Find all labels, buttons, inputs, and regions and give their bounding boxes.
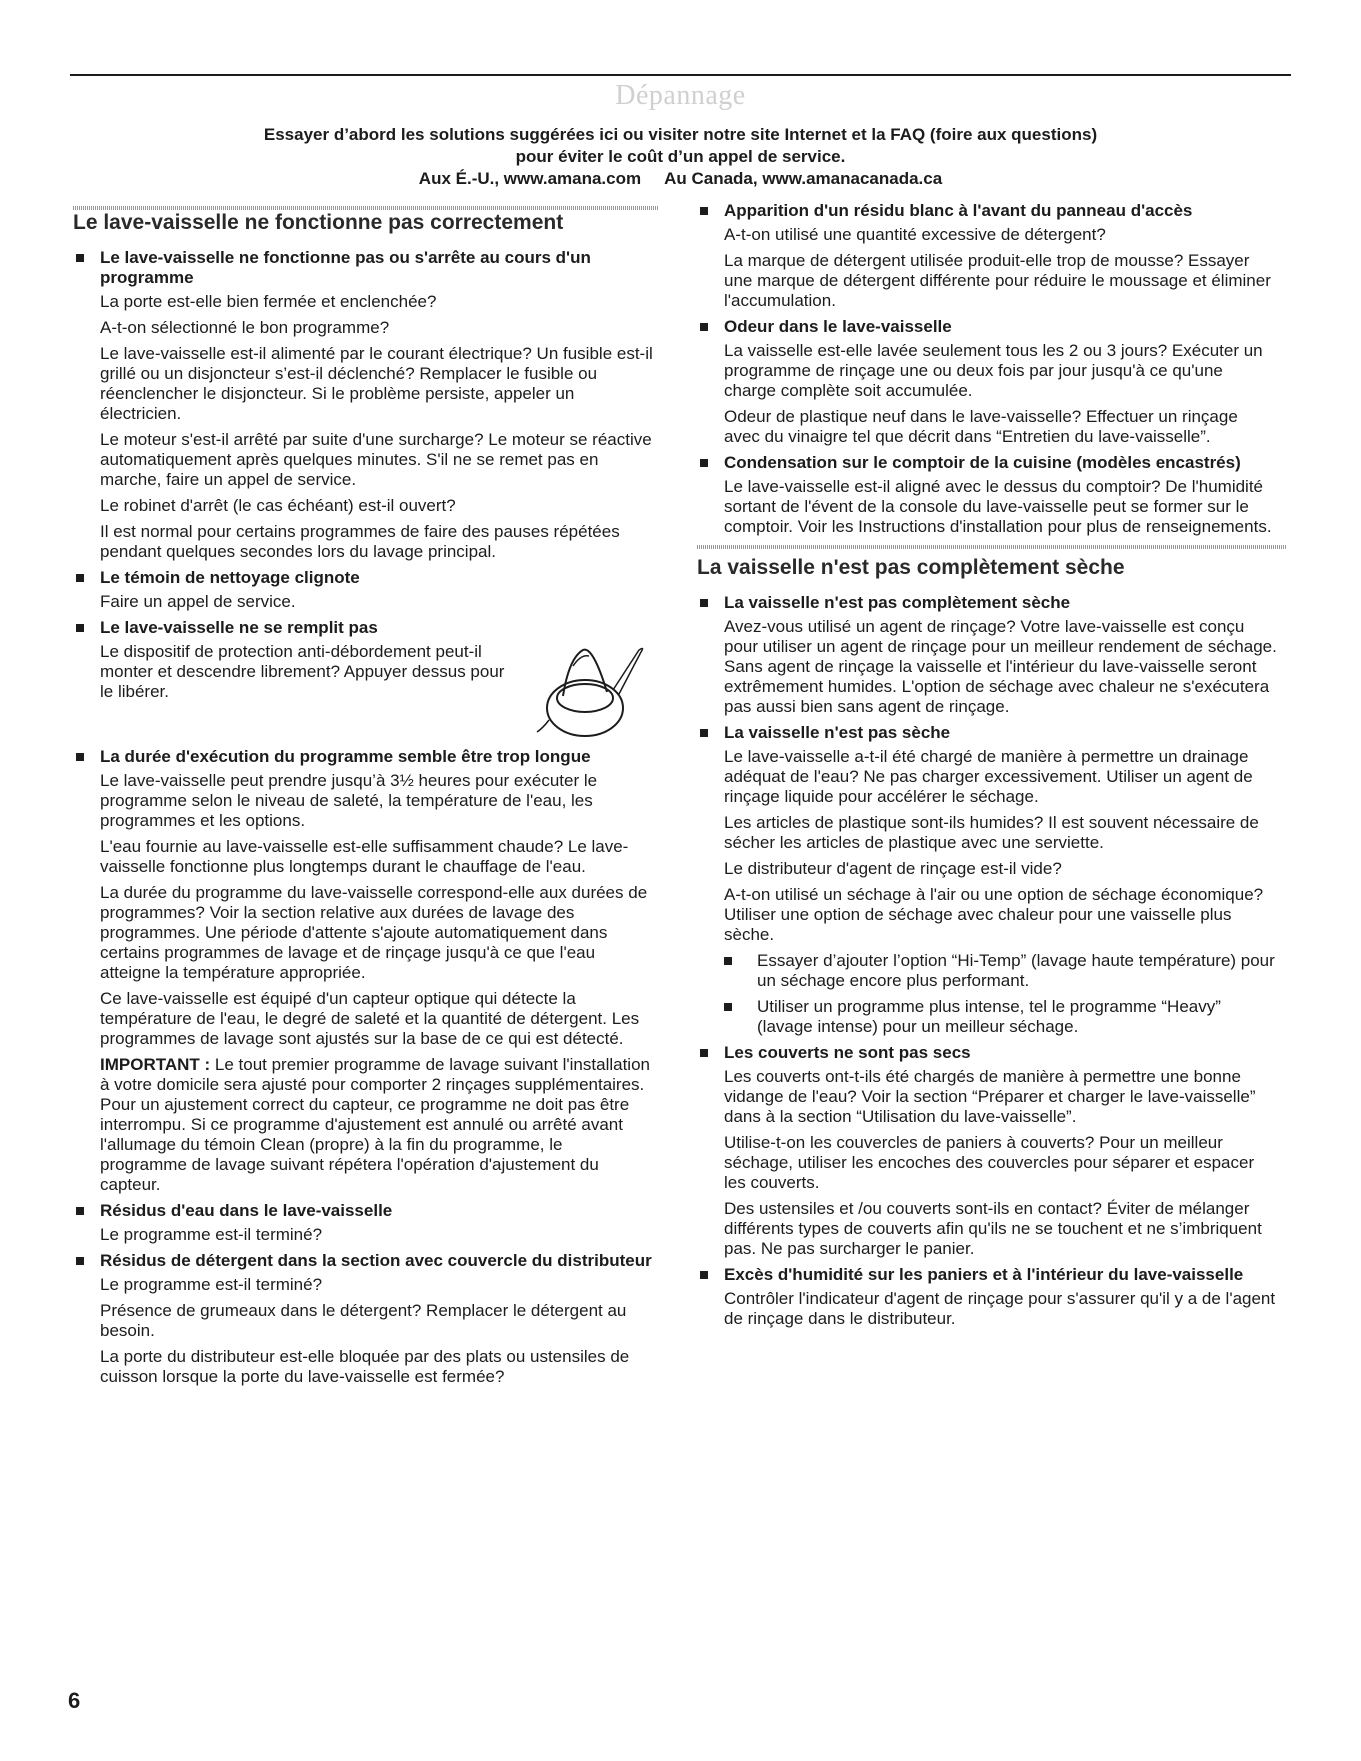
paragraph: Avez-vous utilisé un agent de rinçage? Votre lave-vaisselle est conçu pour utiliser un agent de rinçage pour un meilleur rendement de séchage. Sans agent de rinçage la vaisselle et l'intérieur du lave-vaisselle seront extrêmement humides. L'option de séchage avec chaleur ne s'exécutera pas aussi bien sans agent de rinçage. — [724, 617, 1277, 716]
paragraph: A-t-on utilisé un séchage à l'air ou une option de séchage économique? Utiliser une option de séchage avec chaleur pour une vaisselle plus sèche. — [724, 885, 1264, 944]
intro-line: Aux É.-U., www.amana.com Au Canada, www.amanacanada.ca — [418, 169, 943, 188]
paragraph: Le lave-vaisselle a-t-il été chargé de manière à permettre un drainage adéquat de l'eau? Ne pas charger excessivement. Utiliser un agent de rinçage liquide pour accélérer le séchage. — [724, 747, 1253, 806]
list-item — [697, 723, 1277, 1037]
paragraph: Le lave-vaisselle est-il aligné avec le dessus du comptoir? De l'humidité sortant de l'évent de la console du lave-vaisselle peut se former sur le comptoir. Voir les Instructions d'installation pour plus de renseignements. — [724, 477, 1272, 536]
list-item — [697, 1043, 1277, 1259]
list-item — [697, 593, 1277, 717]
paragraph: Odeur de plastique neuf dans le lave-vaisselle? Effectuer un rinçage avec du vinaigre tel que décrit dans “Entretien du lave-vaisselle”. — [724, 407, 1238, 446]
bullet-icon — [724, 1003, 732, 1011]
top-rule — [70, 74, 1291, 76]
paragraph: Utilise-t-on les couvercles de paniers à couverts? Pour un meilleur séchage, utiliser les encoches des couvercles pour séparer et espacer les couverts. — [724, 1133, 1255, 1192]
paragraph: Faire un appel de service. — [100, 592, 296, 611]
list-item — [697, 201, 1277, 311]
paragraph: Présence de grumeaux dans le détergent? Remplacer le détergent au besoin. — [100, 1301, 627, 1340]
paragraph: A-t-on sélectionné le bon programme? — [100, 318, 390, 337]
page-title: Dépannage — [615, 80, 746, 111]
item-heading: Apparition d'un résidu blanc à l'avant du panneau d'accès — [724, 201, 1193, 220]
important-text: Le tout premier programme de lavage suivant l'installation à votre domicile sera ajusté pour comporter 2 rinçages supplémentaires. Pour un ajustement correct du capteur, ce programme ne doit pas être interrompu. Si ce programme d'ajustement est annulé ou arrêté avant l'allumage du témoin Clean (propre) à la fin du programme, le programme de lavage suivant répétera l'opération d'ajustement du capteur. — [100, 1055, 650, 1194]
section-title: La vaisselle n'est pas complètement sèche — [697, 556, 1125, 579]
paragraph: Contrôler l'indicateur d'agent de rinçage pour s'assurer qu'il y a de l'agent de rinçage dans le distributeur. — [724, 1289, 1276, 1328]
item-heading: Excès d'humidité sur les paniers et à l'intérieur du lave-vaisselle — [724, 1265, 1244, 1284]
paragraph: Les couverts ont-t-ils été chargés de manière à permettre une bonne vidange de l'eau? Voir la section “Préparer et charger le lave-vaisselle” dans à la section “Utilisation du lave-vaisselle”. — [724, 1067, 1256, 1126]
intro-line: pour éviter le coût d’un appel de service. — [515, 147, 846, 166]
paragraph: La marque de détergent utilisée produit-elle trop de mousse? Essayer une marque de détergent différente pour réduire le moussage et éliminer l'accumulation. — [724, 251, 1271, 310]
list-item — [73, 1251, 653, 1387]
bullet-icon — [76, 1207, 84, 1215]
left-column — [73, 210, 653, 1393]
bullet-icon — [700, 1271, 708, 1279]
item-heading: Le lave-vaisselle ne fonctionne pas ou s'arrête au cours d'un programme — [100, 248, 591, 287]
paragraph: La vaisselle est-elle lavée seulement tous les 2 ou 3 jours? Exécuter un programme de rinçage une ou deux fois par jour jusqu'à ce qu'une charge complète soit accumulée. — [724, 341, 1263, 400]
paragraph: Ce lave-vaisselle est équipé d'un capteur optique qui détecte la température de l'eau, le degré de saleté et la quantité de détergent. Les programmes de lavage sont ajustés sur la base de ce qui est détecté. — [100, 989, 640, 1048]
list-item — [697, 453, 1277, 537]
bullet-icon — [700, 459, 708, 467]
bullet-icon — [76, 254, 84, 262]
paragraph: La porte du distributeur est-elle bloquée par des plats ou ustensiles de cuisson lorsque la porte du lave-vaisselle est fermée? — [100, 1347, 630, 1386]
item-heading: Odeur dans le lave-vaisselle — [724, 317, 952, 336]
intro-block — [0, 124, 1361, 190]
item-heading: Les couverts ne sont pas secs — [724, 1043, 971, 1062]
item-heading: Résidus d'eau dans le lave-vaisselle — [100, 1201, 393, 1220]
sub-list-item — [724, 997, 1277, 1037]
page-number: 6 — [68, 1688, 81, 1713]
bullet-icon — [724, 957, 732, 965]
paragraph: Le lave-vaisselle est-il alimenté par le courant électrique? Un fusible est-il grillé ou un disjoncteur s’est-il déclenché? Remplacer le fusible ou réenclencher le disjoncteur. Si le problème persiste, appeler un électricien. — [100, 344, 653, 423]
paragraph: Le distributeur d'agent de rinçage est-il vide? — [724, 859, 1062, 878]
bullet-icon — [700, 729, 708, 737]
list-item — [73, 618, 653, 741]
item-heading: Condensation sur le comptoir de la cuisine (modèles encastrés) — [724, 453, 1241, 472]
item-heading: Résidus de détergent dans la section avec couvercle du distributeur — [100, 1251, 652, 1270]
paragraph: Le programme est-il terminé? — [100, 1275, 323, 1294]
list-item — [73, 747, 653, 1195]
paragraph: Les articles de plastique sont-ils humides? Il est souvent nécessaire de sécher les articles de plastique avec une serviette. — [724, 813, 1259, 852]
paragraph: Le dispositif de protection anti-débordement peut-il monter et descendre librement? Appuyer dessus pour le libérer. — [100, 642, 505, 701]
bullet-icon — [76, 753, 84, 761]
paragraph: Le lave-vaisselle peut prendre jusqu’à 3½ heures pour exécuter le programme selon le niveau de saleté, la température de l'eau, les programmes et les options. — [100, 771, 598, 830]
item-heading: La vaisselle n'est pas complètement sèche — [724, 593, 1071, 612]
important-paragraph — [100, 1055, 653, 1195]
item-heading: Le témoin de nettoyage clignote — [100, 568, 360, 587]
list-item — [73, 568, 653, 612]
paragraph: Le moteur s'est-il arrêté par suite d'une surcharge? Le moteur se réactive automatiquement après quelques minutes. S'il ne se remet pas en marche, faire un appel de service. — [100, 430, 652, 489]
paragraph: Le programme est-il terminé? — [100, 1225, 323, 1244]
list-item — [697, 317, 1277, 447]
section-title: Le lave-vaisselle ne fonctionne pas correctement — [73, 211, 564, 234]
paragraph: La porte est-elle bien fermée et enclenchée? — [100, 292, 437, 311]
sub-list-item — [724, 951, 1277, 991]
bullet-icon — [700, 207, 708, 215]
bullet-icon — [700, 323, 708, 331]
bullet-icon — [76, 1257, 84, 1265]
intro-line: Essayer d’abord les solutions suggérées ici ou visiter notre site Internet et la FAQ (foire aux questions) — [263, 125, 1098, 144]
paragraph: Essayer d’ajouter l’option “Hi-Temp” (lavage haute température) pour un séchage encore plus performant. — [757, 951, 1275, 990]
list-item — [73, 1201, 653, 1245]
bullet-icon — [76, 624, 84, 632]
paragraph: Il est normal pour certains programmes de faire des pauses répétées pendant quelques secondes lors du lavage principal. — [100, 522, 620, 561]
item-heading: Le lave-vaisselle ne se remplit pas — [100, 618, 378, 637]
important-label: IMPORTANT : — [100, 1055, 211, 1074]
paragraph: Des ustensiles et /ou couverts sont-ils en contact? Éviter de mélanger différents types de couverts afin qu'ils ne se touchent et ne s’imbriquent pas. Ne pas surcharger le panier. — [724, 1199, 1262, 1258]
list-item — [73, 248, 653, 562]
paragraph: A-t-on utilisé une quantité excessive de détergent? — [724, 225, 1106, 244]
list-item — [697, 1265, 1277, 1329]
paragraph: Le robinet d'arrêt (le cas échéant) est-il ouvert? — [100, 496, 456, 515]
item-heading: La vaisselle n'est pas sèche — [724, 723, 951, 742]
bullet-icon — [76, 574, 84, 582]
paragraph: L'eau fournie au lave-vaisselle est-elle suffisamment chaude? Le lave-vaisselle fonctionne plus longtemps durant le chauffage de l'eau. — [100, 837, 629, 876]
bullet-icon — [700, 599, 708, 607]
right-column — [697, 201, 1277, 1335]
bullet-icon — [700, 1049, 708, 1057]
section-separator — [697, 545, 1287, 549]
overfill-protector-icon — [523, 636, 653, 741]
paragraph: La durée du programme du lave-vaisselle correspond-elle aux durées de programmes? Voir la section relative aux durées de lavage des programmes. Une période d'attente s'ajoute automatiquement dans certains programmes de lavage et de rinçage jusqu'à ce que l'eau atteigne la température appropriée. — [100, 883, 648, 982]
item-heading: La durée d'exécution du programme semble être trop longue — [100, 747, 591, 766]
paragraph: Utiliser un programme plus intense, tel le programme “Heavy” (lavage intense) pour un meilleur séchage. — [757, 997, 1221, 1036]
